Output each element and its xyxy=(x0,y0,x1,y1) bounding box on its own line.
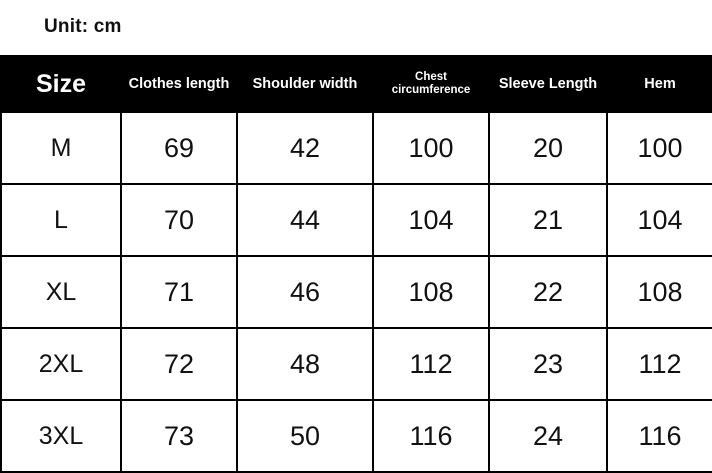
cell-chest-circumference: 116 xyxy=(373,400,489,472)
cell-clothes-length: 71 xyxy=(121,256,237,328)
cell-sleeve-length: 21 xyxy=(489,184,607,256)
column-header-sleeve-length: Sleeve Length xyxy=(489,56,607,112)
cell-sleeve-length: 24 xyxy=(489,400,607,472)
cell-size: L xyxy=(1,184,121,256)
cell-size: XL xyxy=(1,256,121,328)
cell-shoulder-width: 48 xyxy=(237,328,373,400)
column-header-chest-circumference xyxy=(373,56,489,112)
column-header-clothes-length: Clothes length xyxy=(121,56,237,112)
cell-chest-circumference: 108 xyxy=(373,256,489,328)
cell-sleeve-length: 22 xyxy=(489,256,607,328)
cell-hem: 116 xyxy=(607,400,712,472)
column-header-size: Size xyxy=(1,56,121,112)
column-header-hem: Hem xyxy=(607,56,712,112)
column-header-chest-line1: Chest xyxy=(415,70,447,83)
cell-chest-circumference: 112 xyxy=(373,328,489,400)
size-chart-table xyxy=(0,55,712,473)
cell-shoulder-width: 44 xyxy=(237,184,373,256)
table-row xyxy=(1,256,712,328)
table-header-row xyxy=(1,56,712,112)
cell-hem: 108 xyxy=(607,256,712,328)
cell-shoulder-width: 46 xyxy=(237,256,373,328)
table-row xyxy=(1,400,712,472)
table-row xyxy=(1,328,712,400)
cell-clothes-length: 72 xyxy=(121,328,237,400)
cell-clothes-length: 69 xyxy=(121,112,237,184)
column-header-chest-line2: circumference xyxy=(391,84,471,96)
cell-chest-circumference: 100 xyxy=(373,112,489,184)
table-row xyxy=(1,184,712,256)
cell-clothes-length: 73 xyxy=(121,400,237,472)
table-header xyxy=(1,56,712,112)
cell-size: 3XL xyxy=(1,400,121,472)
cell-sleeve-length: 20 xyxy=(489,112,607,184)
cell-hem: 100 xyxy=(607,112,712,184)
cell-hem: 104 xyxy=(607,184,712,256)
unit-label: Unit: cm xyxy=(44,16,122,37)
table-body xyxy=(1,112,712,472)
cell-hem: 112 xyxy=(607,328,712,400)
cell-sleeve-length: 23 xyxy=(489,328,607,400)
column-header-shoulder-width: Shoulder width xyxy=(237,56,373,112)
cell-shoulder-width: 50 xyxy=(237,400,373,472)
table-row xyxy=(1,112,712,184)
cell-chest-circumference: 104 xyxy=(373,184,489,256)
cell-shoulder-width: 42 xyxy=(237,112,373,184)
cell-size: M xyxy=(1,112,121,184)
cell-size: 2XL xyxy=(1,328,121,400)
cell-clothes-length: 70 xyxy=(121,184,237,256)
